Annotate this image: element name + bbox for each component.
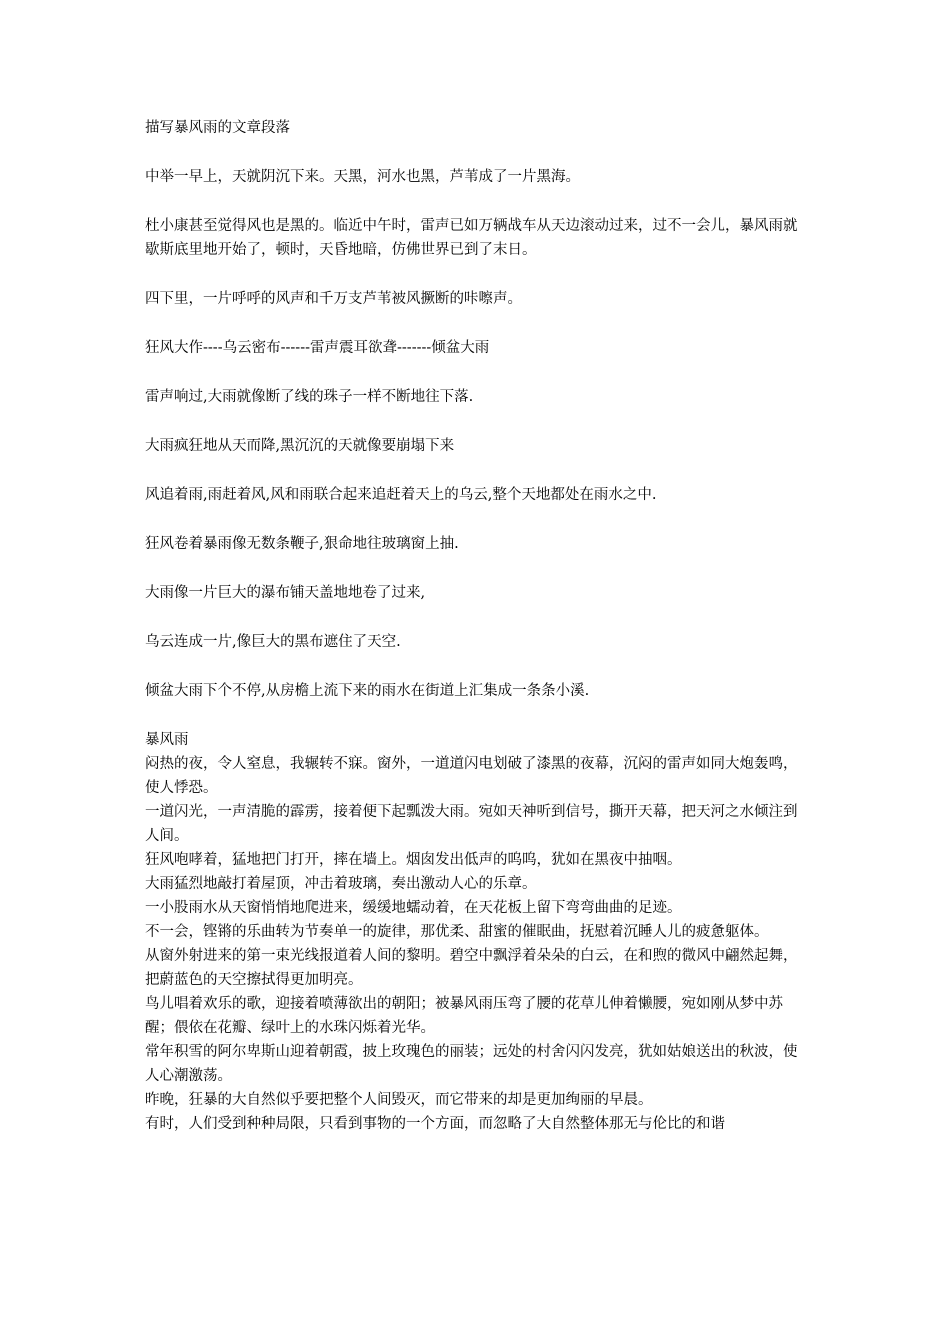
section-line: 常年积雪的阿尔卑斯山迎着朝霞，披上玫瑰色的丽装；远处的村舍闪闪发亮，犹如姑娘送出的秋波，使人心潮激荡。 <box>145 1044 798 1084</box>
paragraph: 狂风卷着暴雨像无数条鞭子,狠命地往玻璃窗上抽. <box>145 536 459 552</box>
section-line: 闷热的夜，令人窒息，我辗转不寐。窗外，一道道闪电划破了漆黑的夜幕，沉闷的雷声如同大炮轰鸣，使人悸恐。 <box>145 756 798 796</box>
paragraph: 乌云连成一片,像巨大的黑布遮住了天空. <box>145 634 401 650</box>
document-title: 描写暴风雨的文章段落 <box>145 120 290 136</box>
paragraph: 杜小康甚至觉得风也是黑的。临近中午时，雷声已如万辆战车从天边滚动过来，过不一会儿，暴风雨就歇斯底里地开始了，顿时，天昏地暗，仿佛世界已到了末日。 <box>145 218 798 258</box>
section-line: 从窗外射进来的第一束光线报道着人间的黎明。碧空中飘浮着朵朵的白云，在和煦的微风中翩然起舞，把蔚蓝色的天空擦拭得更加明亮。 <box>145 948 798 988</box>
paragraph: 中举一早上，天就阴沉下来。天黑，河水也黑，芦苇成了一片黑海。 <box>145 169 580 185</box>
section-line: 一道闪光，一声清脆的霹雳，接着便下起瓢泼大雨。宛如天神听到信号，撕开天幕，把天河之水倾注到人间。 <box>145 804 798 844</box>
section-line: 一小股雨水从天窗悄悄地爬进来，缓缓地蠕动着，在天花板上留下弯弯曲曲的足迹。 <box>145 900 682 916</box>
section-line: 鸟儿唱着欢乐的歌，迎接着喷薄欲出的朝阳；被暴风雨压弯了腰的花草儿伸着懒腰，宛如刚从梦中苏醒；偎依在花瓣、绿叶上的水珠闪烁着光华。 <box>145 996 783 1036</box>
section-line: 不一会，铿锵的乐曲转为节奏单一的旋律，那优柔、甜蜜的催眠曲，抚慰着沉睡人儿的疲惫躯体。 <box>145 924 769 940</box>
paragraph: 风追着雨,雨赶着风,风和雨联合起来追赶着天上的乌云,整个天地都处在雨水之中. <box>145 487 657 503</box>
section-line: 大雨猛烈地敲打着屋顶，冲击着玻璃，奏出激动人心的乐章。 <box>145 876 537 892</box>
paragraph: 雷声响过,大雨就像断了线的珠子一样不断地往下落. <box>145 389 474 405</box>
section-line: 狂风咆哮着，猛地把门打开，摔在墙上。烟囱发出低声的呜呜，犹如在黑夜中抽咽。 <box>145 852 682 868</box>
section-line: 昨晚，狂暴的大自然似乎要把整个人间毁灭，而它带来的却是更加绚丽的早晨。 <box>145 1092 653 1108</box>
section-title: 暴风雨 <box>145 732 189 748</box>
paragraph: 大雨像一片巨大的瀑布铺天盖地地卷了过来, <box>145 585 426 601</box>
document-content <box>145 116 810 1136</box>
paragraph: 四下里，一片呼呼的风声和千万支芦苇被风撅断的咔嚓声。 <box>145 291 522 307</box>
paragraph: 倾盆大雨下个不停,从房檐上流下来的雨水在街道上汇集成一条条小溪. <box>145 683 590 699</box>
section-line: 有时，人们受到种种局限，只看到事物的一个方面，而忽略了大自然整体那无与伦比的和谐 <box>145 1116 725 1132</box>
paragraph: 狂风大作----乌云密布------雷声震耳欲聋-------倾盆大雨 <box>145 340 490 356</box>
paragraph: 大雨疯狂地从天而降,黑沉沉的天就像要崩塌下来 <box>145 438 455 454</box>
